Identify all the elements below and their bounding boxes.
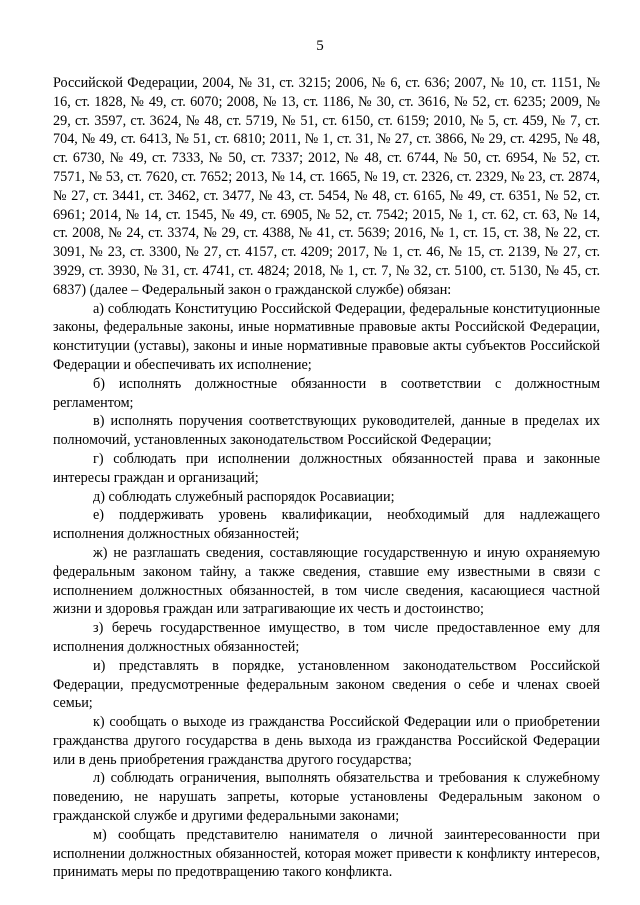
- duty-item-i: и) представлять в порядке, установленном законодательством Российской Федерации, предусмотренные федеральным законом сведения о себе и членах своей семьи;: [53, 657, 600, 712]
- duty-item-e: е) поддерживать уровень квалификации, необходимый для надлежащего исполнения должностных обязанностей;: [53, 507, 600, 543]
- duty-item-d: д) соблюдать служебный распорядок Росавиации;: [93, 488, 395, 505]
- duty-item-a: а) соблюдать Конституцию Российской Федерации, федеральные конституционные законы, федеральные законы, иные нормативные правовые акты Российской Федерации, конституции (уставы), законы и иные нормативные правовые акты субъектов Российской Федерации и обеспечивать их исполнение;: [53, 300, 600, 373]
- duty-item-m: м) сообщать представителю нанимателя о личной заинтересованности при исполнении должностных обязанностей, которая может привести к конфликту интересов, принимать меры по предотвращению такого конфликта.: [53, 826, 600, 881]
- duty-item-b: б) исполнять должностные обязанности в соответствии с должностным регламентом;: [53, 375, 600, 411]
- duty-item-l: л) соблюдать ограничения, выполнять обязательства и требования к служебному поведению, не нарушать запреты, которые установлены Федеральным законом о гражданской службе и другими федеральными законами;: [53, 770, 600, 825]
- citation-paragraph: Российской Федерации, 2004, № 31, ст. 3215; 2006, № 6, ст. 636; 2007, № 10, ст. 1151, № 16, ст. 1828, № 49, ст. 6070; 2008, № 13, ст. 1186, № 30, ст. 3616, № 52, ст. 6235; 2009, № 29, ст. 3597, ст. 3624, № 48, ст. 5719, № 51, ст. 6150, ст. 6159; 2010, № 5, ст. 459, № 7, ст. 704, № 49, ст. 6413, № 51, ст. 6810; 2011, № 1, ст. 31, № 27, ст. 3866, № 29, ст. 4295, № 48, ст. 6730, № 49, ст. 7333, № 50, ст. 7337; 2012, № 48, ст. 6744, № 50, ст. 6954, № 52, ст. 7571, № 53, ст. 7620, ст. 7652; 2013, № 14, ст. 1665, № 19, ст. 2326, ст. 2329, № 23, ст. 2874, № 27, ст. 3441, ст. 3462, ст. 3477, № 43, ст. 5454, № 48, ст. 6165, № 49, ст. 6351, № 52, ст. 6961; 2014, № 14, ст. 1545, № 49, ст. 6905, № 52, ст. 7542; 2015, № 1, ст. 62, ст. 63, № 14, ст. 2008, № 24, ст. 3374, № 29, ст. 4388, № 41, ст. 5639; 2016, № 1, ст. 15, ст. 38, № 22, ст. 3091, № 23, ст. 3300, № 27, ст. 4157, ст. 4209; 2017, № 1, ст. 46, № 15, ст. 2139, № 27, ст. 3929, ст. 3930, № 31, ст. 4741, ст. 4824; 2018, № 1, ст. 7, № 32, ст. 5100, ст. 5130, № 45, ст. 6837) (далее – Федеральный закон о гражданской службе) обязан:: [53, 75, 600, 298]
- duty-item-g: г) соблюдать при исполнении должностных обязанностей права и законные интересы граждан и организаций;: [53, 450, 600, 486]
- page-number: 5: [316, 38, 324, 54]
- duty-item-z: з) беречь государственное имущество, в том числе предоставленное ему для исполнения должностных обязанностей;: [53, 620, 600, 655]
- duty-item-zh: ж) не разглашать сведения, составляющие государственную и иную охраняемую федеральным законом тайну, а также сведения, ставшие ему известными в связи с исполнением должностных обязанностей, в том числе сведения, касающиеся частной жизни и здоровья граждан или затрагивающие их честь и достоинство;: [53, 544, 600, 618]
- document-body: [53, 74, 600, 882]
- duty-item-v: в) исполнять поручения соответствующих руководителей, данные в пределах их полномочий, установленных законодательством Российской Федерации;: [53, 413, 600, 449]
- duty-item-k: к) сообщать о выходе из гражданства Российской Федерации или о приобретении гражданства другого государства в день выхода из гражданства Российской Федерации или в день приобретения гражданства другого государства;: [53, 714, 600, 768]
